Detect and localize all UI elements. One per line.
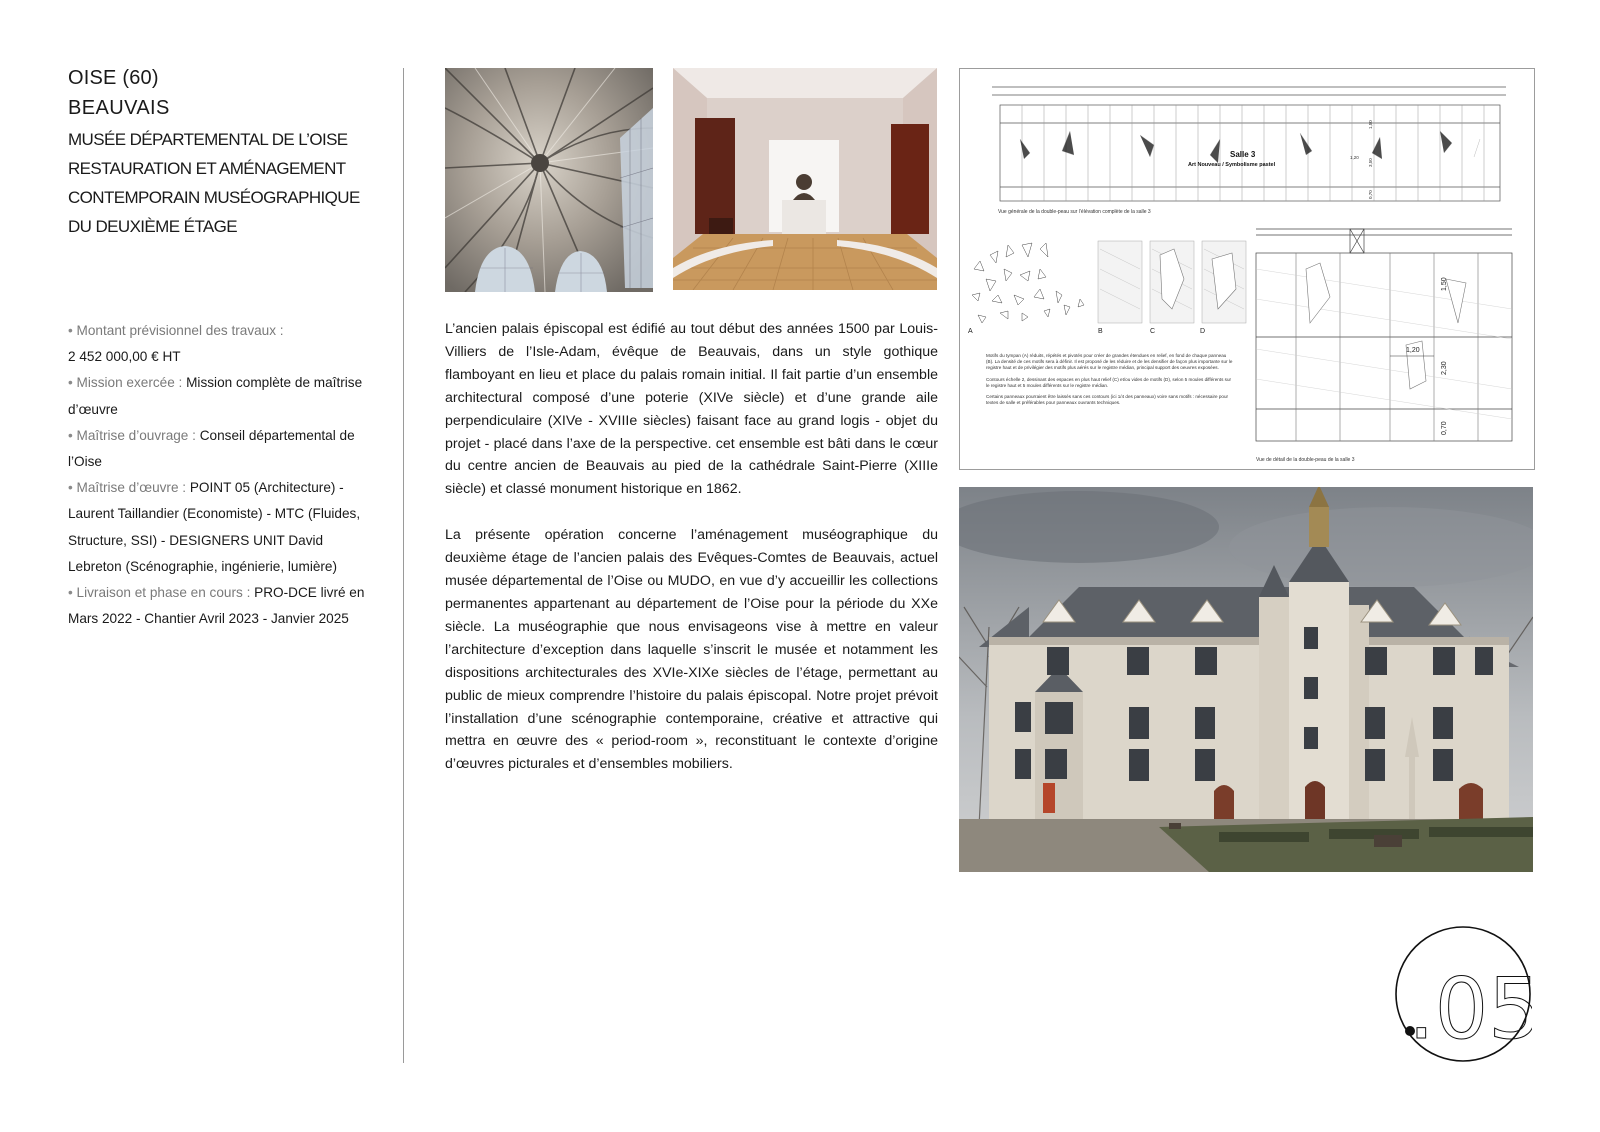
fact-value: Conseil départemental de l’Oise (68, 427, 355, 470)
fact-team: • Maîtrise d’œuvre : POINT 05 (Architecture) - Laurent Taillandier (Economiste) - MTC (Fluides, Structure, SSI) - DESIGNERS UNIT David Lebreton (Scénographie, ingénierie, lumière) (68, 480, 361, 574)
fact-value: POINT 05 (Architecture) - Laurent Taillandier (Economiste) - MTC (Fluides, Structure, SSI) - DESIGNERS UNIT David Lebreton (Scénographie, ingénierie, lumière) (68, 480, 361, 574)
fact-label: Mission exercée : (76, 375, 183, 391)
fact-budget: • Montant prévisionnel des travaux : 2 452 000,00 € HT (68, 323, 284, 365)
drawing-letter: C (1150, 328, 1156, 335)
subtitle-line: RESTAURATION ET AMÉNAGEMENT (68, 159, 346, 178)
subtitle-line: DU DEUXIÈME ÉTAGE (68, 217, 237, 236)
fact-value: Mission complète de maîtrise d’œuvre (68, 375, 363, 417)
drawing-note: Contours échelle 2, dessinant des espaces en plus haut relief (C) et/ou vides de motifs (D), selon 5 moules différents sur le registre haut et 5 moules différents sur le registre médian. (986, 376, 1232, 388)
technical-drawing (959, 68, 1535, 470)
fact-label: Maîtrise d’œuvre : (76, 480, 187, 496)
drawing-letter: A (968, 328, 973, 335)
drawing-letter: B (1098, 328, 1103, 335)
fact-delivery: • Livraison et phase en cours : PRO-DCE livré en Mars 2022 - Chantier Avril 2023 - Janvier 2025 (68, 585, 365, 627)
title-block (68, 64, 398, 241)
dimension-label: 3,50 (1368, 158, 1373, 167)
page-number-badge (1394, 925, 1532, 1063)
subtitle-line: MUSÉE DÉPARTEMENTAL DE L’OISE (68, 130, 348, 149)
project-description (445, 318, 938, 799)
room-render (673, 68, 937, 290)
fact-label: Maîtrise d’ouvrage : (76, 427, 196, 443)
detail-dimension: 1,50 (1441, 277, 1448, 291)
department-heading: OISE (60) (68, 67, 159, 89)
fact-label: Montant prévisionnel des travaux : (76, 323, 284, 338)
fact-owner: • Maîtrise d’ouvrage : Conseil départemental de l’Oise (68, 427, 355, 470)
dimension-label: 1,50 (1368, 120, 1373, 129)
detail-dimension: 1,20 (1406, 347, 1420, 354)
dimension-label: 1,20 (1350, 155, 1359, 160)
project-facts (68, 318, 378, 632)
fact-mission: • Mission exercée : Mission complète de maîtrise d’œuvre (68, 375, 363, 417)
fact-value: PRO-DCE livré en Mars 2022 - Chantier Avril 2023 - Janvier 2025 (68, 585, 365, 627)
drawing-room-subtitle: Art Nouveau / Symbolisme pastel (1188, 162, 1276, 168)
drawing-room-title: Salle 3 (1230, 150, 1256, 159)
column-divider (403, 68, 404, 1063)
description-paragraph: L’ancien palais épiscopal est édifié au tout début des années 1500 par Louis-Villiers de l’Isle-Adam, évêque de Beauvais, dans un style gothique flamboyant en lieu et place du palais romain initial. Il fait partie d’un ensemble architectural composé d’une poterie (XIVe siècle) et d’une grande aile perpendiculaire (XIVe - XVIIIe siècles) faisant face au grand logis - objet du projet - placé dans l’axe de la perspective. cet ensemble est bâti dans le cœur du centre ancien de Beauvais au pied de la cathédrale Saint-Pierre (XIIIe siècle) et classé monument historique en 1862. (445, 321, 938, 498)
fact-value: 2 452 000,00 € HT (68, 349, 181, 365)
palace-photo (959, 487, 1533, 872)
detail-dimension: 0,70 (1441, 421, 1448, 435)
drawing-note: Certains panneaux pourraient être laissés sans ces contours (ici 1/4 des panneaux) voire sans motifs : nécessaire pour textes de salle et préférables pour panneaux ouvrants techniques. (986, 394, 1229, 406)
drawing-note: Motifs du tympan (A) réduits, répétés et pivotés pour créer de grandes étendues en relief, en fond de chaque panneau (B). La densité de ces motifs sera à définir. Il est proposé de les réduire et de les densifier de façon plus importante sur le registre haut et de privilégier des motifs plus aérés sur le registre médian, principal support des oeuvres exposées. (986, 353, 1233, 371)
drawing-letter: D (1200, 328, 1206, 335)
detail-dimension: 2,30 (1441, 361, 1448, 375)
description-paragraph: La présente opération concerne l’aménagement muséographique du deuxième étage de l’ancien palais des Evêques-Comtes de Beauvais, actuel musée départemental de l’Oise ou MUDO, en vue d’y accueillir les collections permanentes appartenant au département de l’Oise pour la période du XXe siècle. La muséographie que nous envisageons vise à mettre en valeur l’architecture d’exception dans laquelle s’inscrit le musée et notamment les dispositions architecturales des XVIe-XIXe siècles de l’étage, permettant au public de mieux comprendre l’histoire du palais épiscopal. Notre projet prévoit l’installation d’une scénographie contemporaine, créative et attractive qui mettra en œuvre des « period-room », reconstituant le contexte d’origine d’œuvres picturales et d’ensembles mobiliers. (445, 527, 938, 773)
fact-label: Livraison et phase en cours : (76, 585, 251, 601)
vault-photo (445, 68, 653, 292)
city-heading: BEAUVAIS (68, 97, 170, 119)
dimension-label: 0,70 (1368, 190, 1373, 199)
drawing-caption-top: Vue générale de la double-peau sur l’élévation complète de la salle 3 (998, 209, 1151, 215)
drawing-caption-bottom: Vue de détail de la double-peau de la salle 3 (1256, 457, 1355, 463)
subtitle-line: CONTEMPORAIN MUSÉOGRAPHIQUE (68, 188, 360, 207)
badge-number: .05 (1408, 960, 1532, 1058)
